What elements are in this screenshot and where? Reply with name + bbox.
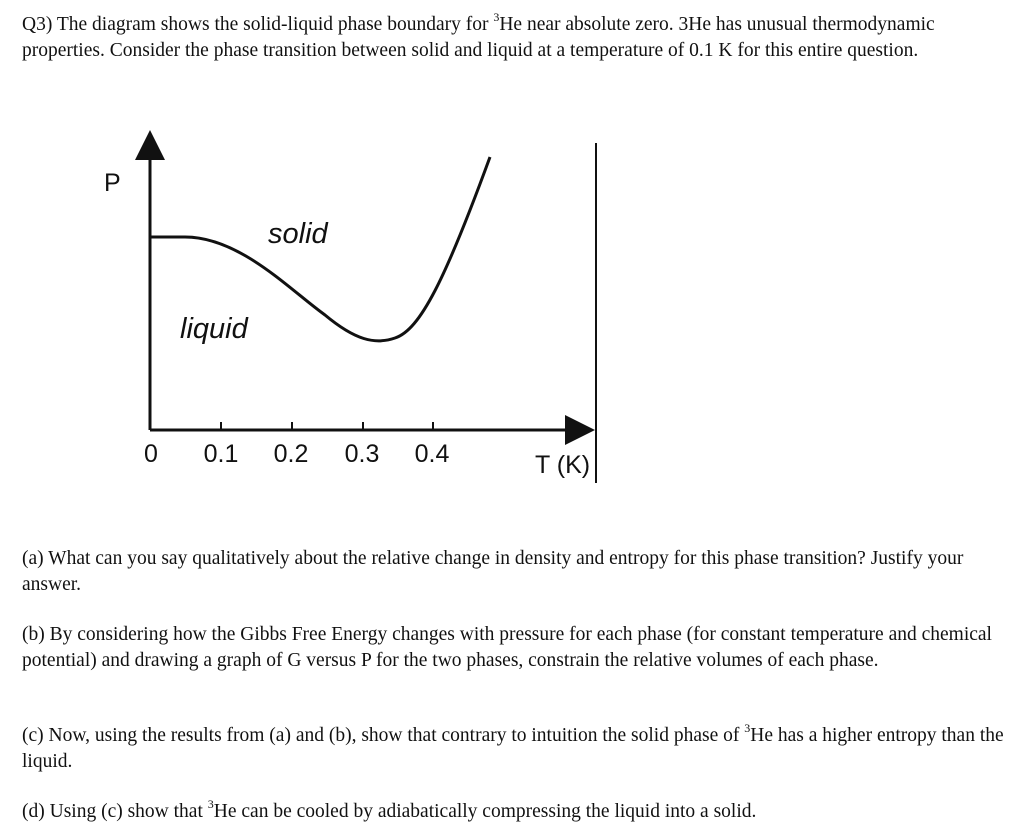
y-axis-label: P <box>104 169 121 197</box>
isotope-superscript: 3 <box>493 10 500 24</box>
question-b: (b) By considering how the Gibbs Free Energy changes with pressure for each phase (for constant temperature and chemical potential) and drawing a graph of G versus P for the two phases, constrain the relative volumes of each phase. <box>22 624 992 671</box>
question-c-start: (c) Now, using the results from (a) and (b), show that contrary to intuition the solid phase of <box>22 725 745 746</box>
question-c <box>22 723 1007 774</box>
question-a: (a) What can you say qualitatively about the relative change in density and entropy for this phase transition? Justify your answer. <box>22 548 964 595</box>
question-d-start: (d) Using (c) show that <box>22 801 208 822</box>
intro-text-end: He near absolute zero. 3He has unusual thermodynamic properties. Consider the phase transition between solid and liquid at a temperature of 0.1 K for this entire question. <box>22 14 935 61</box>
question-d <box>22 799 1007 825</box>
isotope-superscript: 3 <box>207 797 214 811</box>
liquid-region-label: liquid <box>180 313 248 345</box>
x-tick-label-0.2: 0.2 <box>273 440 309 468</box>
question-d-end: He can be cooled by adiabatically compressing the liquid into a solid. <box>213 801 757 822</box>
x-tick-label-0: 0 <box>144 440 158 468</box>
phase-diagram <box>90 135 610 485</box>
question-c-end: He has a higher entropy than the liquid. <box>22 725 1004 772</box>
x-tick-label-0.4: 0.4 <box>414 440 450 468</box>
x-tick-label-0.1: 0.1 <box>203 440 239 468</box>
x-axis-label: T (K) <box>535 451 591 479</box>
intro-text-start: Q3) The diagram shows the solid-liquid phase boundary for <box>22 14 494 35</box>
solid-region-label: solid <box>268 218 328 250</box>
x-tick-label-0.3: 0.3 <box>344 440 380 468</box>
question-intro <box>22 12 1007 63</box>
isotope-superscript: 3 <box>744 721 751 735</box>
